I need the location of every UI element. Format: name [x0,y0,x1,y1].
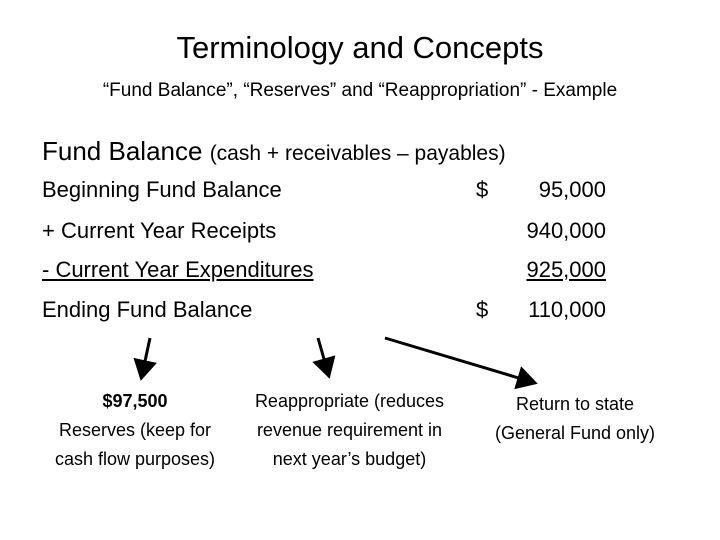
return-to-state-note: Return to state (General Fund only) [494,394,656,443]
reappropriate-note: Reappropriate (reduces revenue requirement in next year’s budget) [254,391,445,469]
reserves-amount: $97,500 [102,391,168,411]
row-receipts-amount: 940,000 [526,218,606,243]
slide-subtitle: “Fund Balance”, “Reserves” and “Reappropriation” - Example [102,80,618,101]
row-ending-currency: $ [476,297,489,322]
row-beginning-label: Beginning Fund Balance [42,177,282,202]
fund-balance-formula: (cash + receivables – payables) [209,142,506,165]
row-beginning-currency: $ [476,177,489,202]
arrow-to-reserves [142,338,150,375]
row-receipts-label: + Current Year Receipts [42,218,277,243]
row-beginning-amount: 95,000 [538,177,606,202]
row-ending-label: Ending Fund Balance [42,297,253,322]
arrow-to-return-to-state [385,338,532,382]
reserves-text: Reserves (keep for cash flow purposes) [54,420,216,469]
reserves-note [50,387,220,474]
fund-balance-heading-term: Fund Balance [42,136,203,166]
row-expenditures-label: - Current Year Expenditures [42,257,314,282]
arrow-to-reappropriate [318,338,328,373]
row-ending-amount: 110,000 [528,297,606,322]
row-expenditures-amount: 925,000 [526,257,606,282]
slide-title: Terminology and Concepts [176,30,544,65]
